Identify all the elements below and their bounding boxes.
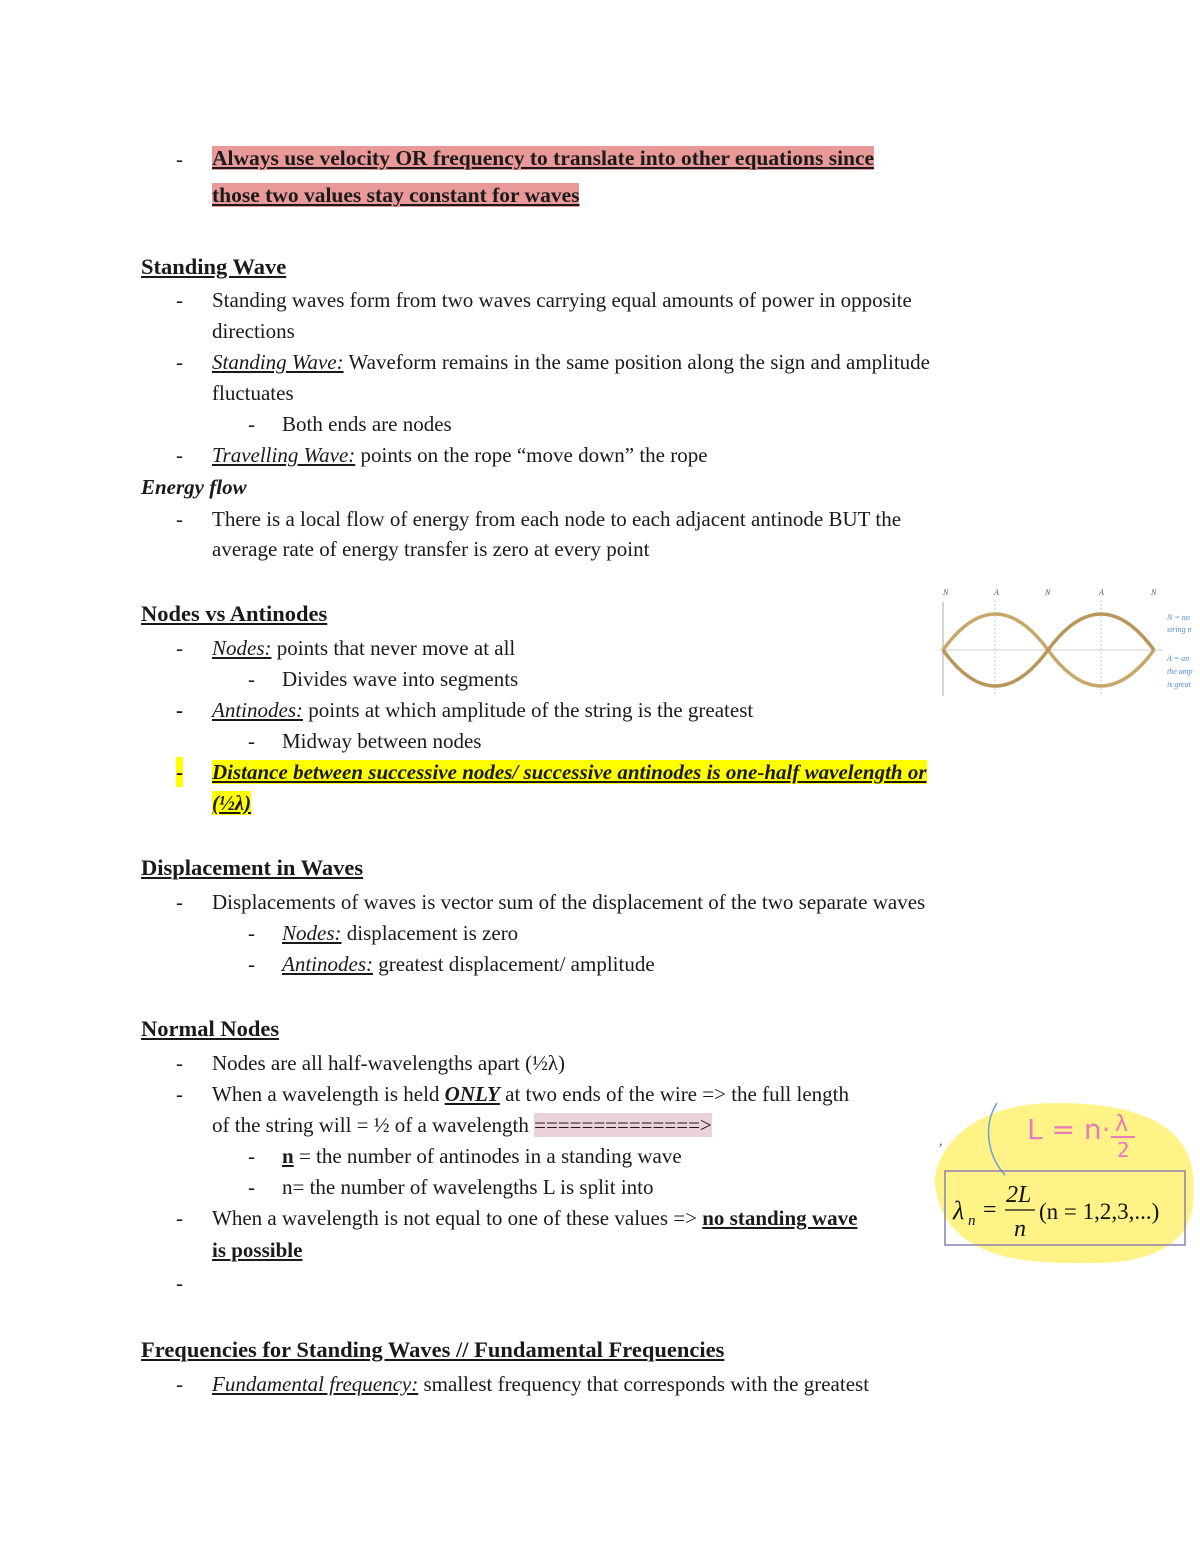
displacement-sub2: Antinodes: greatest displacement/ amplitude <box>282 952 655 976</box>
formula-numerator: 2L <box>1006 1182 1032 1208</box>
formula-condition: (n = 1,2,3,...) <box>1039 1199 1160 1224</box>
intro-line-2: those two values stay constant for waves <box>212 183 580 207</box>
bullet-dash: - <box>248 729 255 753</box>
figure-side-a-l1: A = an <box>1167 654 1190 663</box>
standing-wave-p2-l2: fluctuates <box>212 381 294 405</box>
normal-nodes-sub2: n= the number of wavelengths L is split into <box>282 1175 654 1199</box>
figure-side-a-l3: is great <box>1167 680 1191 689</box>
displacement-sub1: Nodes: displacement is zero <box>282 921 519 945</box>
bullet-dash: - <box>176 507 183 531</box>
bullet-dash: - <box>176 1051 183 1075</box>
bullet-dash: - <box>176 1206 183 1230</box>
distance-line-1: Distance between successive nodes/ successive antinodes is one-half wavelength or <box>212 760 927 784</box>
bullet-dash: - <box>176 636 183 660</box>
standing-wave-figure <box>935 584 1200 704</box>
bullet-dash: - <box>248 952 255 976</box>
standing-wave-term: Standing Wave: <box>212 350 344 374</box>
nodes-term: Nodes: <box>212 636 272 660</box>
bullet-dash: - <box>176 1372 183 1396</box>
normal-nodes-sub1: n = the number of antinodes in a standing wave <box>282 1144 682 1168</box>
standing-wave-p1-l1: Standing waves form from two waves carrying equal amounts of power in opposite <box>212 288 912 312</box>
antinodes-line: Antinodes: points at which amplitude of the string is the greatest <box>212 698 754 722</box>
bullet-dash: - <box>248 412 255 436</box>
only-emphasis: ONLY <box>444 1082 500 1106</box>
distance-line-2: (½λ) <box>212 791 252 815</box>
bullet-dash: - <box>248 667 255 691</box>
bullet-dash: - <box>176 698 183 722</box>
energy-flow-l2: average rate of energy transfer is zero at every point <box>212 537 650 561</box>
standing-wave-heading: Standing Wave <box>141 254 287 279</box>
normal-nodes-p3-l1: When a wavelength is not equal to one of these values => no standing wave <box>212 1206 858 1230</box>
displacement-l1: Displacements of waves is vector sum of the displacement of the two separate waves <box>212 890 926 914</box>
nodes-sub: Divides wave into segments <box>282 667 519 691</box>
energy-flow-l1: There is a local flow of energy from each node to each adjacent antinode BUT the <box>212 507 902 531</box>
fundamental-frequency-term: Fundamental frequency: <box>212 1372 419 1396</box>
formula-denominator: n <box>1014 1216 1026 1242</box>
figure-top-label: A <box>994 588 999 597</box>
bullet-dash: - <box>176 890 183 914</box>
formula-graphic <box>935 1095 1200 1270</box>
antinodes-term: Antinodes: <box>212 698 303 722</box>
figure-side-n-l2: string n <box>1167 625 1192 634</box>
travelling-wave-term: Travelling Wave: <box>212 443 356 467</box>
bullet-dash: - <box>248 921 255 945</box>
bullet-dash: - <box>176 350 183 374</box>
bullet-dash: - <box>176 1082 183 1106</box>
handwritten-lambda: λ <box>1115 1112 1129 1137</box>
normal-nodes-p3-l2: is possible <box>212 1238 303 1262</box>
standing-wave-diagram <box>935 584 1200 704</box>
energy-flow-heading: Energy flow <box>141 475 247 499</box>
bullet-dash: - <box>248 1144 255 1168</box>
figure-side-a-l2: the amp <box>1167 667 1193 676</box>
bullet-dash-empty: - <box>176 1271 183 1295</box>
figure-top-label: A <box>1099 588 1104 597</box>
handwritten-equation: L = n· <box>1027 1113 1111 1146</box>
bullet-dash: - <box>176 757 183 787</box>
nodes-line: Nodes: points that never move at all <box>212 636 516 660</box>
bullet-dash: - <box>176 443 183 467</box>
normal-nodes-p2-l2: of the string will = ½ of a wavelength ==============> <box>212 1113 712 1137</box>
figure-top-label: N <box>943 588 949 597</box>
figure-top-label: N <box>1045 588 1051 597</box>
standing-wave-p2-l1: Standing Wave: Waveform remains in the same position along the sign and amplitude <box>212 350 931 374</box>
intro-line-1: Always use velocity OR frequency to translate into other equations since <box>212 146 875 170</box>
displacement-antinodes-term: Antinodes: <box>282 952 373 976</box>
wavelength-formula <box>935 1095 1200 1270</box>
arrow-highlight: ==============> <box>534 1113 712 1137</box>
normal-nodes-p2-l1: When a wavelength is held ONLY at two ends of the wire => the full length <box>212 1082 849 1106</box>
standing-wave-p1-l2: directions <box>212 319 295 343</box>
formula-lambda-sub: n <box>968 1213 976 1229</box>
figure-side-n-l1: N = no <box>1167 613 1190 622</box>
displacement-nodes-term: Nodes: <box>282 921 342 945</box>
fundamental-frequency-line: Fundamental frequency: smallest frequency that corresponds with the greatest <box>212 1372 870 1396</box>
formula-equals: = <box>983 1197 997 1223</box>
standing-wave-sub: Both ends are nodes <box>282 412 452 436</box>
handwritten-two: 2 <box>1117 1138 1130 1162</box>
displacement-heading: Displacement in Waves <box>141 855 364 880</box>
bullet-dash: - <box>176 288 183 312</box>
antinodes-sub: Midway between nodes <box>282 729 482 753</box>
travelling-wave-line: Travelling Wave: points on the rope “move down” the rope <box>212 443 708 467</box>
stray-mark: , <box>939 1134 943 1149</box>
frequencies-heading: Frequencies for Standing Waves // Fundamental Frequencies <box>141 1337 725 1362</box>
nodes-antinodes-heading: Nodes vs Antinodes <box>141 601 328 626</box>
normal-nodes-p1: Nodes are all half-wavelengths apart (½λ) <box>212 1051 566 1075</box>
formula-lambda: λ <box>953 1196 965 1225</box>
bullet-dash: - <box>176 147 183 171</box>
figure-top-label: N <box>1151 588 1157 597</box>
normal-nodes-heading: Normal Nodes <box>141 1016 280 1041</box>
bullet-dash: - <box>248 1175 255 1199</box>
